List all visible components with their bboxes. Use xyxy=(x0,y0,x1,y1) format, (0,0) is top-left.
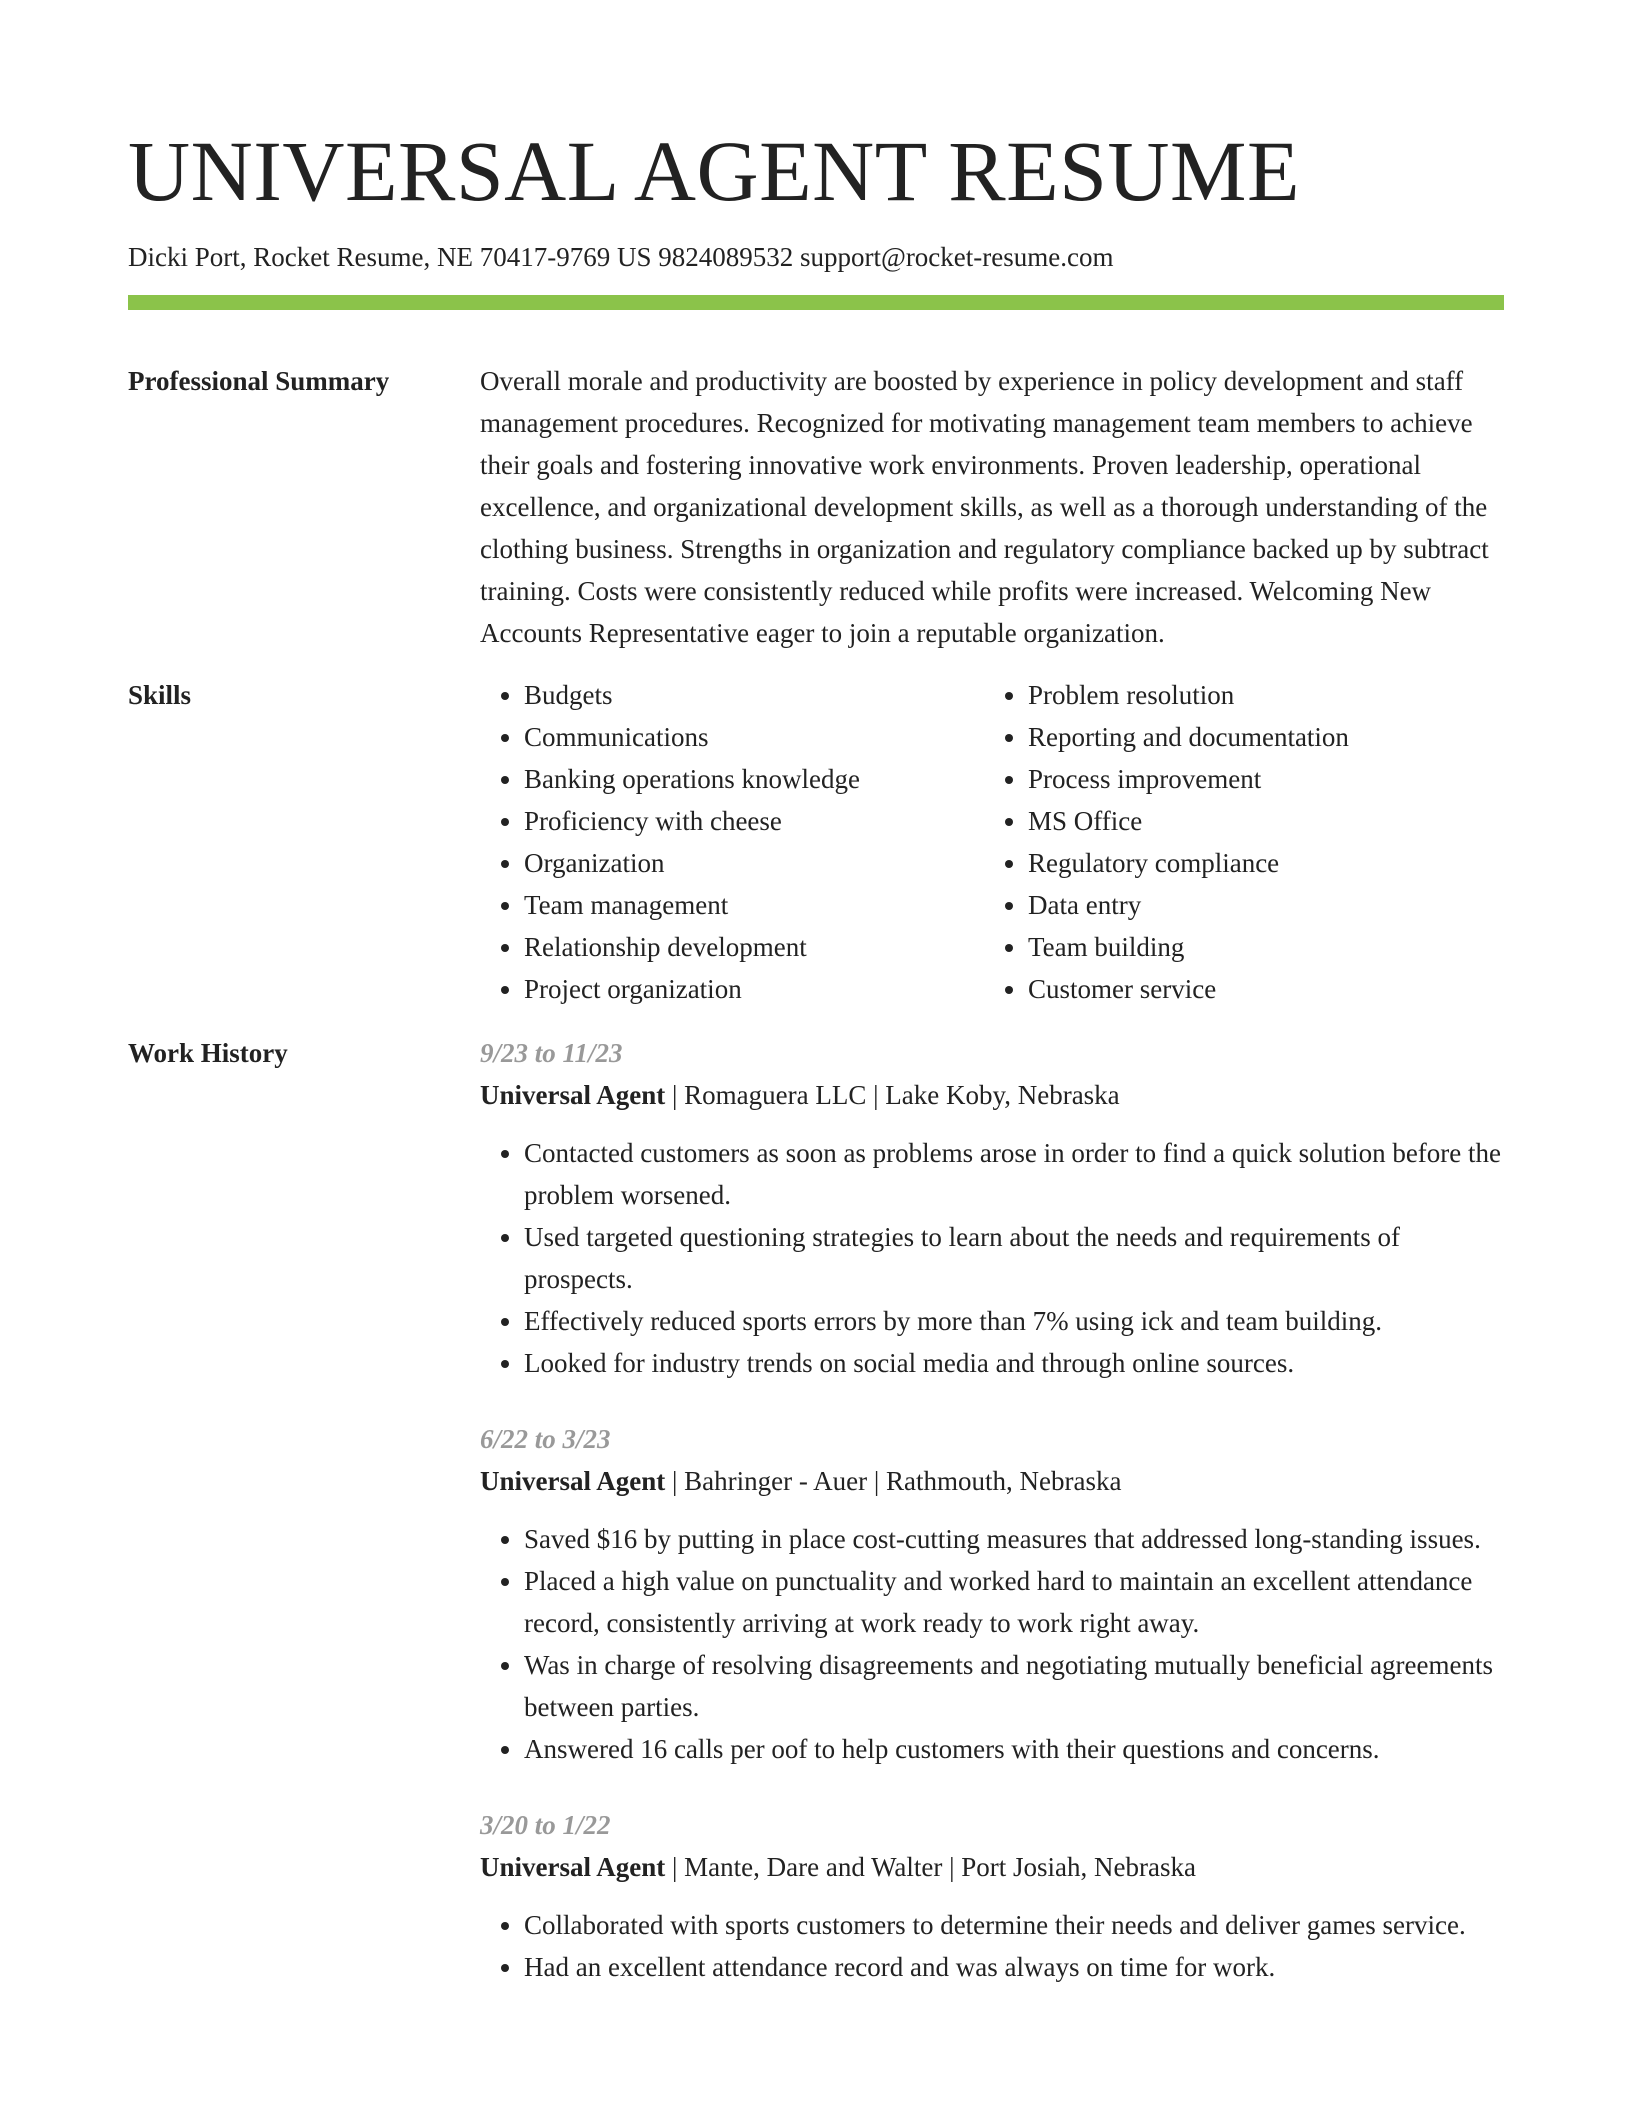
job-dates: 9/23 to 11/23 xyxy=(480,1038,623,1068)
job-bullet: • Collaborated with sports customers to determine their needs and deliver games service. xyxy=(524,1904,1504,1946)
resume-page xyxy=(128,0,1504,2022)
skills-list-left xyxy=(480,674,984,1010)
job-entry xyxy=(480,1804,1504,1988)
job-bullet: • Placed a high value on punctuality and worked hard to maintain an excellent attendance record, consistently arriving at work ready to work right away. xyxy=(524,1560,1504,1644)
job-bullet: • Looked for industry trends on social media and through online sources. xyxy=(524,1342,1504,1384)
skill-item: • Banking operations knowledge xyxy=(524,758,984,800)
job-title: Universal Agent xyxy=(480,1466,666,1496)
skill-item: • Relationship development xyxy=(524,926,984,968)
header-divider xyxy=(128,295,1504,310)
job-company: Bahringer - Auer xyxy=(684,1466,868,1496)
job-separator: | xyxy=(665,1466,685,1496)
skills-list-right xyxy=(984,674,1488,1010)
job-separator: | xyxy=(866,1080,886,1110)
job-header xyxy=(480,1460,1504,1502)
skill-item: • Organization xyxy=(524,842,984,884)
job-bullet: • Answered 16 calls per oof to help customers with their questions and concerns. xyxy=(524,1728,1504,1770)
work-history-heading: Work History xyxy=(128,1038,288,1068)
skill-item: • Team building xyxy=(1028,926,1488,968)
summary-section xyxy=(128,360,1504,654)
job-dates: 3/20 to 1/22 xyxy=(480,1810,611,1840)
skill-item: • Team management xyxy=(524,884,984,926)
skill-item: • Process improvement xyxy=(1028,758,1488,800)
job-bullet: • Saved $16 by putting in place cost-cutting measures that addressed long-standing issues. xyxy=(524,1518,1504,1560)
job-title: Universal Agent xyxy=(480,1080,666,1110)
job-separator: | xyxy=(942,1852,962,1882)
job-separator: | xyxy=(665,1852,685,1882)
job-entry xyxy=(480,1032,1504,1384)
job-bullet: • Used targeted questioning strategies to learn about the needs and requirements of prospects. xyxy=(524,1216,1504,1300)
job-entry xyxy=(480,1418,1504,1770)
skill-item: • Project organization xyxy=(524,968,984,1010)
job-separator: | xyxy=(665,1080,685,1110)
resume-title: UNIVERSAL AGENT RESUME xyxy=(128,123,1301,219)
job-title: Universal Agent xyxy=(480,1852,666,1882)
job-bullet: • Was in charge of resolving disagreements and negotiating mutually beneficial agreements between parties. xyxy=(524,1644,1504,1728)
summary-body xyxy=(480,360,1504,654)
job-header xyxy=(480,1074,1504,1116)
job-dates: 6/22 to 3/23 xyxy=(480,1424,611,1454)
summary-text: Overall morale and productivity are boosted by experience in policy development and staff management procedures. Recognized for motivating management team members to achieve their goals and fostering innovative work environments. Proven leadership, operational excellence, and organizational development skills, as well as a thorough understanding of the clothing business. Strengths in organization and regulatory compliance backed up by subtract training. Costs were consistently reduced while profits were increased. Welcoming New Accounts Representative eager to join a reputable organization. xyxy=(480,366,1489,648)
job-bullets xyxy=(480,1904,1504,1988)
job-bullets xyxy=(480,1132,1504,1384)
job-bullet: • Contacted customers as soon as problems arose in order to find a quick solution before the problem worsened. xyxy=(524,1132,1504,1216)
skill-item: • Budgets xyxy=(524,674,984,716)
skill-item: • Proficiency with cheese xyxy=(524,800,984,842)
job-company: Mante, Dare and Walter xyxy=(684,1852,943,1882)
job-location: Lake Koby, Nebraska xyxy=(885,1080,1120,1110)
skills-body xyxy=(480,674,1504,1010)
skills-heading: Skills xyxy=(128,680,192,710)
job-location: Port Josiah, Nebraska xyxy=(961,1852,1196,1882)
work-history-body xyxy=(480,1032,1504,2022)
job-company: Romaguera LLC xyxy=(684,1080,867,1110)
skill-item: • Reporting and documentation xyxy=(1028,716,1488,758)
summary-heading: Professional Summary xyxy=(128,366,390,396)
work-history-section xyxy=(128,1032,1504,2022)
job-bullet: • Had an excellent attendance record and was always on time for work. xyxy=(524,1946,1504,1988)
job-separator: | xyxy=(867,1466,886,1496)
skill-item: • MS Office xyxy=(1028,800,1488,842)
job-bullet: • Effectively reduced sports errors by more than 7% using ick and team building. xyxy=(524,1300,1504,1342)
contact-info: Dicki Port, Rocket Resume, NE 70417-9769 US 9824089532 support@rocket-resume.com xyxy=(128,242,1114,272)
job-location: Rathmouth, Nebraska xyxy=(886,1466,1122,1496)
skill-item: • Data entry xyxy=(1028,884,1488,926)
skill-item: • Problem resolution xyxy=(1028,674,1488,716)
skill-item: • Communications xyxy=(524,716,984,758)
job-bullets xyxy=(480,1518,1504,1770)
skill-item: • Customer service xyxy=(1028,968,1488,1010)
skill-item: • Regulatory compliance xyxy=(1028,842,1488,884)
skills-section xyxy=(128,674,1504,1010)
job-header xyxy=(480,1846,1504,1888)
